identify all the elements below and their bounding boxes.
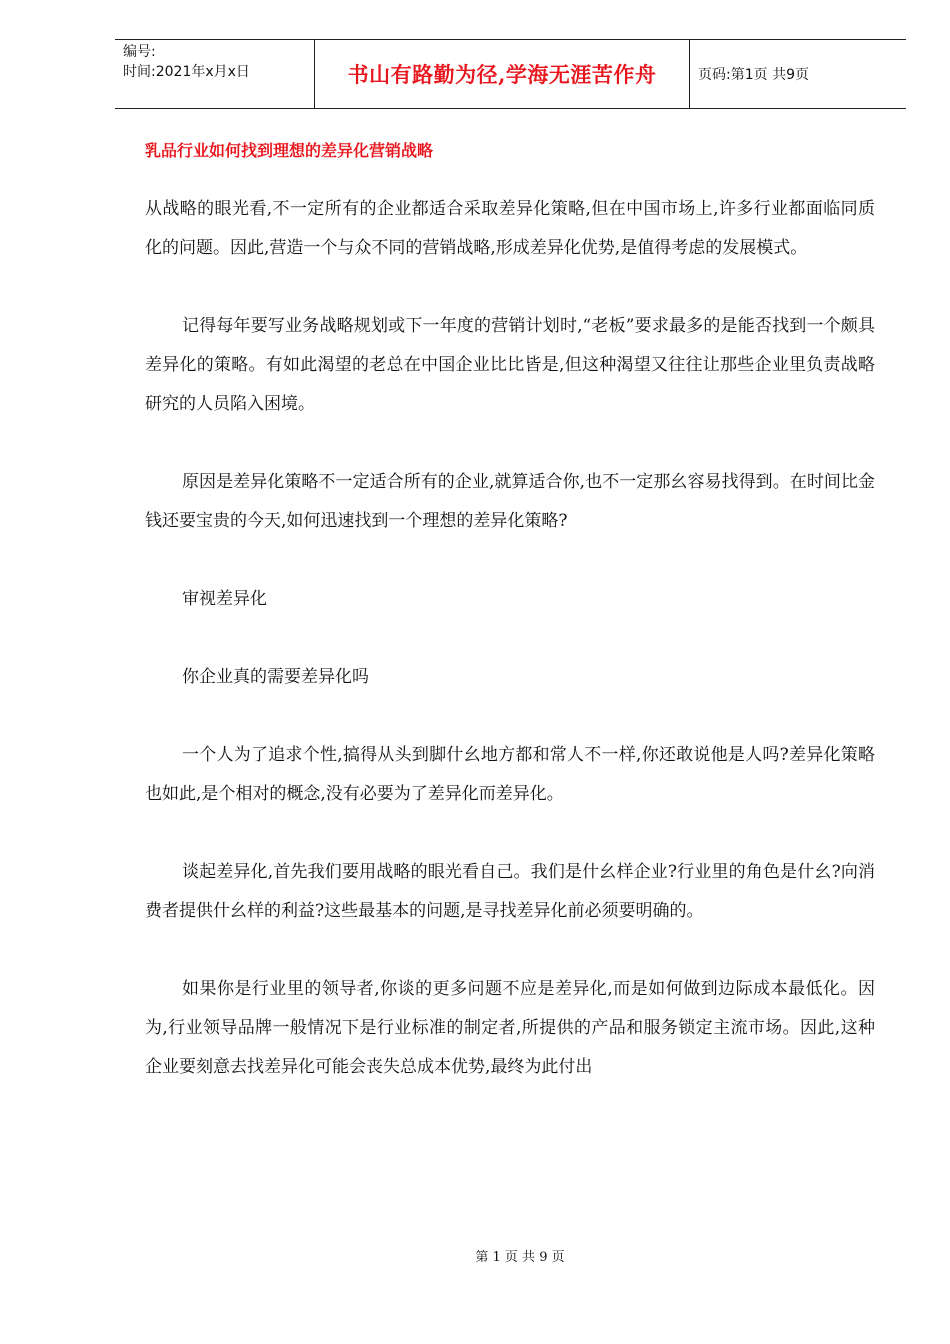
paragraph: 一个人为了追求个性,搞得从头到脚什幺地方都和常人不一样,你还敢说他是人吗?差异化策略也如此,是个相对的概念,没有必要为了差异化而差异化。 [145,745,875,804]
document-title: 乳品行业如何找到理想的差异化营销战略 [145,141,434,160]
document-body [145,190,875,1126]
paragraph: 从战略的眼光看,不一定所有的企业都适合采取差异化策略,但在中国市场上,许多行业都面临同质化的问题。因此,营造一个与众不同的营销战略,形成差异化优势,是值得考虑的发展模式。 [145,199,875,258]
header-motto: 书山有路勤为径,学海无涯苦作舟 [315,40,690,108]
header-meta-cell [115,40,315,108]
header-time-label: 时间:2021年x月x日 [123,64,250,80]
subsection-heading: 你企业真的需要差异化吗 [182,667,369,687]
header-page-info: 页码:第1页 共9页 [698,67,809,83]
paragraph: 谈起差异化,首先我们要用战略的眼光看自己。我们是什幺样企业?行业里的角色是什幺?向消费者提供什幺样的利益?这些最基本的问题,是寻找差异化前必须要明确的。 [145,862,875,921]
section-heading: 审视差异化 [182,589,267,609]
paragraph: 原因是差异化策略不一定适合所有的企业,就算适合你,也不一定那幺容易找得到。在时间比金钱还要宝贵的今天,如何迅速找到一个理想的差异化策略? [145,472,875,531]
paragraph: 如果你是行业里的领导者,你谈的更多问题不应是差异化,而是如何做到边际成本最低化。因为,行业领导品牌一般情况下是行业标准的制定者,所提供的产品和服务锁定主流市场。因此,这种企业要刻意去找差异化可能会丧失总成本优势,最终为此付出 [145,979,875,1077]
paragraph: 记得每年要写业务战略规划或下一年度的营销计划时,“老板”要求最多的是能否找到一个颇具差异化的策略。有如此渴望的老总在中国企业比比皆是,但这种渴望又往往让那些企业里负责战略研究的人员陷入困境。 [145,316,875,414]
page-footer: 第 1 页 共 9 页 [475,1250,565,1265]
header-number-label: 编号: [123,44,156,60]
page-header [115,39,906,109]
